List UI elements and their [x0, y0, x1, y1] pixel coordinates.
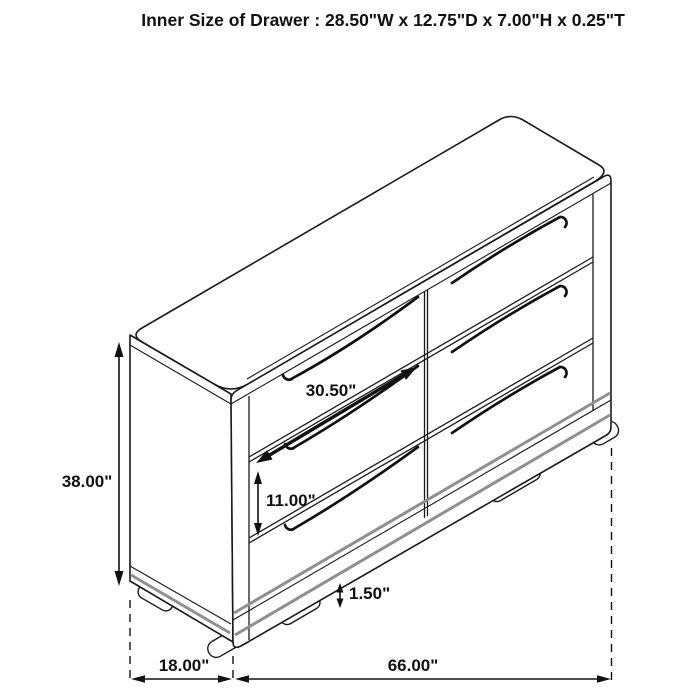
- depth-label: 18.00": [158, 656, 210, 675]
- height-label: 38.00": [61, 472, 113, 491]
- dimension-height: [62, 342, 124, 586]
- base-height-label: 1.50": [349, 584, 391, 603]
- drawer-height-label: 11.00": [266, 491, 316, 510]
- width-label: 66.00": [387, 656, 439, 675]
- drawer-width-label: 30.50": [305, 381, 357, 400]
- dimension-depth: [131, 656, 232, 683]
- diagram-title: Inner Size of Drawer : 28.50"W x 12.75"D x 7.00"H x 0.25"T: [141, 10, 625, 30]
- dimension-width: [235, 656, 611, 683]
- dresser-drawing: [130, 117, 621, 661]
